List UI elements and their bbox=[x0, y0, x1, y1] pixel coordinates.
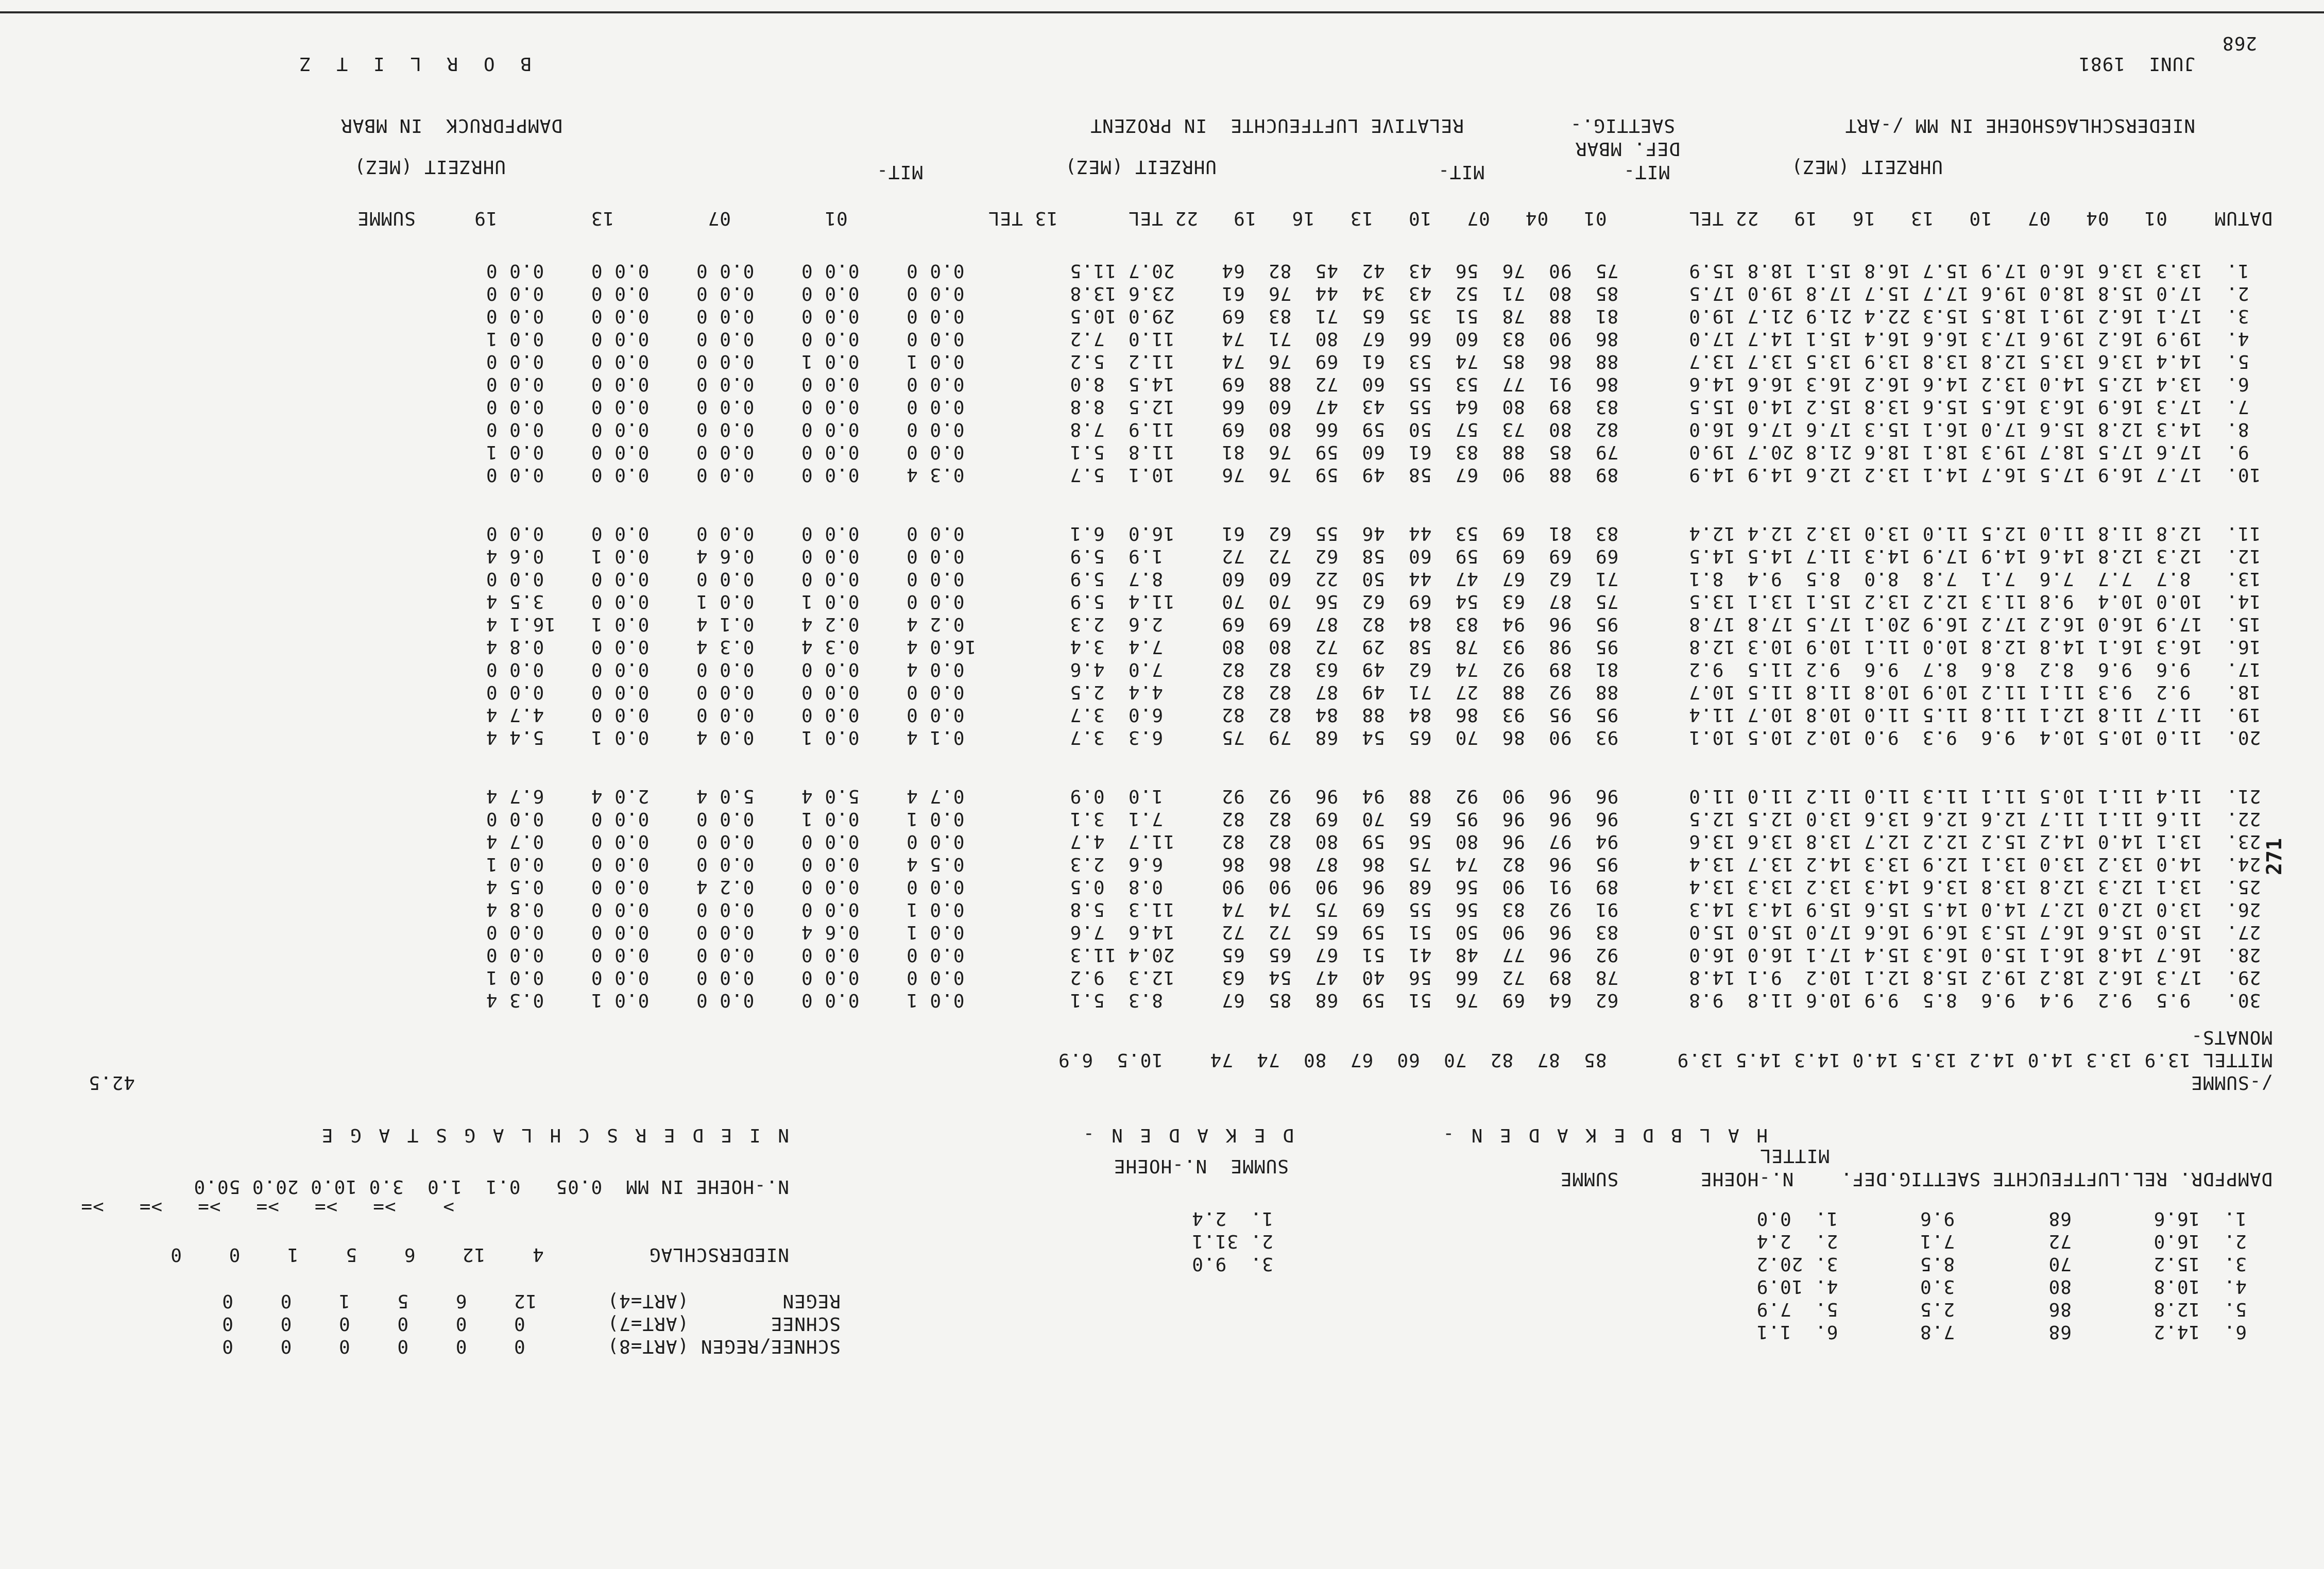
half-decade-row: 6. 14.2 68 7.8 6. 1.1 bbox=[1756, 1321, 2247, 1342]
half-decade-row: 4. 10.8 80 3.0 4. 10.9 bbox=[1756, 1276, 2247, 1297]
half-decade-row: 2. 16.0 72 7.1 2. 2.4 bbox=[1756, 1231, 2247, 1252]
table-row: 22. 11.6 11.1 11.7 12.6 12.6 13.6 13.0 12.5 12.5 96 96 96 95 65 70 69 82 82 7.1 3.1 0.0 1 0.0 1 0.0 0 0.0 0 0.0 0 bbox=[485, 808, 2272, 829]
table-row: 28. 16.7 14.8 16.1 15.0 16.3 15.4 17.1 16.0 16.0 92 96 77 48 41 51 67 65 65 20.4 11.3 0.0 0 0.0 0 0.0 0 0.0 0 0.0 0 bbox=[485, 944, 2272, 965]
table-row: 15. 17.9 16.0 16.2 17.2 16.9 20.1 17.5 17.8 17.8 95 96 94 83 84 82 87 69 69 2.6 2.3 0.2 4 0.2 4 0.1 4 0.0 1 16.1 4 bbox=[485, 613, 2272, 635]
table-row: 7. 17.3 16.9 16.3 16.5 15.6 13.8 15.2 14.0 15.5 83 89 80 64 55 43 47 60 66 12.5 8.8 0.0 0 0.0 0 0.0 0 0.0 0 0.0 0 bbox=[485, 396, 2272, 417]
table-row: 19. 11.7 11.8 12.1 11.8 11.5 11.0 10.8 10.7 11.4 95 95 93 86 84 88 84 82 82 6.0 3.7 0.0 0 0.0 0 0.0 0 0.0 0 4.7 4 bbox=[485, 704, 2272, 725]
column-labels-row: DATUM 01 04 07 10 13 16 19 22 TEL 01 04 07 10 13 16 19 22 TEL 13 TEL 01 07 13 19 SUMME bbox=[357, 208, 2272, 229]
precipitation-days-sub: > >= >= >= >= >= >= bbox=[80, 1197, 454, 1218]
station-name: B O R L I T Z bbox=[293, 53, 532, 74]
page-number-left: 268 bbox=[2222, 32, 2257, 54]
table-row: 14. 10.0 10.4 9.8 11.3 12.2 13.2 15.1 13.1 13.5 75 87 63 54 69 62 56 70 70 11.4 5.9 0.0 0 0.0 1 0.0 1 0.0 0 3.5 4 bbox=[485, 591, 2272, 612]
half-decade-row: 3. 15.2 70 8.5 3. 20.2 bbox=[1756, 1253, 2247, 1274]
table-row: 6. 13.4 12.5 14.0 13.2 14.6 16.2 16.3 16.6 14.6 86 91 77 53 55 60 72 88 69 14.5 8.0 0.0 0 0.0 0 0.0 0 0.0 0 0.0 0 bbox=[485, 373, 2272, 395]
summary-total: 42.5 bbox=[88, 1072, 135, 1093]
precipitation-time-header: UHRZEIT (MEZ) bbox=[1791, 156, 1943, 177]
table-row: 20. 11.0 10.5 10.4 9.6 9.3 9.0 10.2 10.5 10.1 93 90 86 70 65 54 68 79 75 6.3 3.7 0.1 4 0.0 1 0.0 4 0.0 1 5.4 4 bbox=[485, 727, 2272, 748]
decade-title: D E K A D E N - bbox=[1080, 1124, 1294, 1146]
table-row: 18. 9.2 9.3 11.1 11.2 10.9 10.8 11.8 11.5 10.7 88 92 88 27 71 49 87 82 82 4.4 2.5 0.0 0 0.0 0 0.0 0 0.0 0 0.0 0 bbox=[485, 681, 2272, 703]
decade-head: SUMME N.-HOEHE bbox=[1113, 1155, 1289, 1176]
saturation-deficit-unit: DEF. MBAR bbox=[1575, 138, 1680, 159]
relative-humidity-header: RELATIVE LUFTFEUCHTE IN PROZENT bbox=[1090, 115, 1464, 136]
table-row: 17. 9.6 9.6 8.2 8.6 8.7 9.6 9.2 11.5 9.2 81 89 92 74 62 49 63 82 82 7.0 4.6 0.0 4 0.0 0 0.0 0 0.0 0 0.0 0 bbox=[485, 659, 2272, 680]
table-row: 8. 14.3 12.8 15.6 17.0 16.1 15.3 17.6 17.6 16.0 82 80 73 57 50 59 66 80 69 11.9 7.8 0.0 0 0.0 0 0.0 0 0.0 0 0.0 0 bbox=[485, 419, 2272, 440]
saturation-deficit-header: SAETTIG.- bbox=[1569, 115, 1675, 136]
relative-humidity-time-header: UHRZEIT (MEZ) bbox=[1065, 156, 1217, 177]
table-row: 5. 14.4 13.6 13.5 12.8 13.8 13.9 13.5 13.7 13.7 88 86 85 74 53 61 69 76 74 11.2 5.2 0.0 1 0.0 1 0.0 0 0.0 0 0.0 0 bbox=[485, 351, 2272, 372]
table-row: 16. 16.3 16.1 14.8 12.8 10.0 11.1 10.9 10.3 12.8 95 98 93 78 58 29 72 80 80 7.4 3.4 16.0 4 0.3 4 0.3 4 0.0 0 0.8 4 bbox=[485, 636, 2272, 657]
table-row: 11. 12.8 11.8 11.0 12.5 11.0 13.0 13.2 12.4 12.4 83 81 69 53 44 46 55 62 61 16.0 6.1 0.0 0 0.0 0 0.0 0 0.0 0 0.0 0 bbox=[485, 523, 2272, 544]
table-row: 4. 19.9 16.2 19.6 17.3 16.6 16.4 15.1 14.7 17.0 86 90 83 60 66 67 80 71 74 11.0 7.2 0.0 0 0.0 0 0.0 0 0.0 0 0.0 1 bbox=[485, 328, 2272, 349]
table-row: 24. 14.0 13.2 13.0 13.1 12.9 13.3 14.2 13.7 13.4 95 96 82 74 75 86 87 86 86 6.6 2.3 0.5 4 0.0 0 0.0 0 0.0 0 0.0 1 bbox=[485, 854, 2272, 875]
table-row: 2. 17.0 15.8 18.0 19.6 17.7 15.7 17.8 19.0 17.5 85 80 71 52 43 34 44 76 61 23.6 13.8 0.0 0 0.0 0 0.0 0 0.0 0 0.0 0 bbox=[485, 283, 2272, 304]
saturation-deficit-mit: MIT- bbox=[1623, 161, 1670, 182]
table-row: 12. 12.3 12.8 14.6 14.9 17.9 14.3 11.7 14.5 14.5 69 69 69 59 60 58 62 72 72 1.9 5.9 0.0 0 0.0 0 0.6 4 0.0 1 0.6 4 bbox=[485, 545, 2272, 567]
decade-row: 3. 9.0 bbox=[1191, 1253, 1273, 1274]
bottom-rule bbox=[0, 11, 2324, 13]
table-row: 13. 8.7 7.7 7.6 7.1 7.8 8.0 8.5 9.4 8.1 71 62 67 47 44 50 22 60 60 8.7 5.9 0.0 0 0.0 0 0.0 0 0.0 0 0.0 0 bbox=[485, 568, 2272, 589]
table-row: 26. 13.0 12.0 12.7 14.0 14.5 15.6 15.9 14.3 14.3 91 92 83 56 55 69 75 74 74 11.3 5.8 0.0 1 0.0 0 0.0 0 0.0 0 0.8 4 bbox=[485, 899, 2272, 920]
decade-row: 1. 2.4 bbox=[1191, 1208, 1273, 1229]
table-row: 1. 13.3 13.6 16.0 17.9 15.7 16.8 15.1 18.8 15.9 75 90 76 56 43 42 45 82 64 20.7 11.5 0.0 0 0.0 0 0.0 0 0.0 0 0.0 0 bbox=[485, 260, 2272, 281]
table-row: 29. 17.3 16.2 18.2 19.2 15.8 12.1 10.2 9.1 14.8 78 89 72 66 56 40 47 54 63 12.3 9.2 0.0 0 0.0 0 0.0 0 0.0 0 0.0 1 bbox=[485, 967, 2272, 988]
summary-mittel-row: MITTEL 13.9 13.3 14.0 14.2 13.5 14.0 14.3 14.5 13.9 85 87 82 70 60 67 80 74 74 10.5 6.9 bbox=[1057, 1049, 2272, 1070]
table-row: 30. 9.5 9.2 9.4 9.6 8.5 9.9 10.6 11.8 9.8 62 64 69 76 51 59 68 85 67 8.3 5.1 0.0 1 0.0 0 0.0 0 0.0 1 0.3 4 bbox=[485, 990, 2272, 1011]
month-label: JUNI 1981 bbox=[2078, 53, 2195, 74]
precipitation-days-title: N I E D E R S C H L A G S T A G E bbox=[318, 1124, 789, 1146]
table-row: 10. 17.7 16.9 17.5 16.7 14.1 13.2 12.6 14.9 14.9 89 88 90 67 58 49 59 76 76 10.1 5.7 0.3 4 0.0 0 0.0 0 0.0 0 0.0 0 bbox=[485, 464, 2272, 485]
half-decade-title: H A L B D E K A D E N - bbox=[1440, 1124, 1768, 1146]
precipitation-days-row: NIEDERSCHLAG 4 12 6 5 1 0 0 bbox=[170, 1244, 789, 1265]
table-row: 9. 17.6 17.5 18.7 19.3 18.1 18.6 21.8 20.7 19.0 79 85 88 83 61 60 59 76 81 11.8 5.1 0.0 0 0.0 0 0.0 0 0.0 0 0.0 1 bbox=[485, 441, 2272, 463]
page-number-side: 271 bbox=[2262, 838, 2286, 876]
precipitation-days-head: N.-HOEHE IN MM 0.05 0.1 1.0 3.0 10.0 20.0 50.0 bbox=[193, 1176, 789, 1197]
precipitation-header: NIEDERSCHLAGSHOEHE IN MM /-ART bbox=[1844, 115, 2195, 136]
summary-summe-label: /-SUMME bbox=[2191, 1072, 2272, 1093]
table-row: 27. 15.0 15.6 16.7 15.3 16.9 16.6 17.0 15.0 15.0 83 96 90 50 51 59 65 72 72 14.6 7.6 0.0 1 0.6 4 0.0 0 0.0 0 0.0 0 bbox=[485, 922, 2272, 943]
half-decade-row: 1. 16.6 68 9.6 1. 0.0 bbox=[1756, 1208, 2247, 1229]
table-row: 3. 17.1 16.2 19.1 18.5 15.3 22.4 21.9 21.7 19.0 81 88 78 51 35 65 71 83 69 29.0 10.5 0.0 0 0.0 0 0.0 0 0.0 0 0.0 0 bbox=[485, 305, 2272, 327]
vapour-pressure-time-header: UHRZEIT (MEZ) bbox=[354, 156, 506, 177]
vapour-mit-label: MIT- bbox=[876, 161, 923, 182]
half-decade-head: DAMPFDR. REL.LUFTFEUCHTE SAETTIG.DEF. N.-HOEHE SUMME bbox=[1560, 1168, 2272, 1189]
half-decade-mittel: MITTEL bbox=[1759, 1145, 1830, 1166]
half-decade-row: 5. 12.8 86 2.5 5. 7.9 bbox=[1756, 1299, 2247, 1320]
vapour-pressure-header: DAMPFDRUCK IN MBAR bbox=[340, 115, 562, 136]
decade-row: 2. 31.1 bbox=[1191, 1231, 1273, 1252]
table-row: 21. 11.4 11.1 10.5 11.1 11.3 11.0 11.2 11.0 11.0 96 96 90 92 88 94 96 92 92 1.0 0.9 0.7 4 5.0 4 5.0 4 2.0 4 6.7 4 bbox=[485, 786, 2272, 807]
precipitation-type-row: SCHNEE/REGEN (ART=8) 0 0 0 0 0 0 bbox=[221, 1336, 841, 1357]
table-row: 25. 13.1 12.3 12.8 13.8 13.6 14.3 13.2 13.3 13.4 89 91 90 56 68 96 90 90 90 0.8 0.5 0.0 0 0.0 0 0.2 4 0.0 0 0.5 4 bbox=[485, 876, 2272, 897]
humidity-mit-label: MIT- bbox=[1438, 161, 1484, 182]
precipitation-type-row: REGEN (ART=4) 12 6 5 1 0 0 bbox=[221, 1290, 841, 1311]
summary-monats-label: MONATS- bbox=[2191, 1027, 2272, 1048]
precipitation-type-row: SCHNEE (ART=7) 0 0 0 0 0 0 bbox=[221, 1313, 841, 1334]
table-row: 23. 13.1 14.0 14.2 15.2 12.2 12.7 13.8 13.6 13.6 94 97 96 80 56 59 80 82 82 11.7 4.7 0.0 0 0.0 0 0.0 0 0.0 0 0.7 4 bbox=[485, 831, 2272, 852]
